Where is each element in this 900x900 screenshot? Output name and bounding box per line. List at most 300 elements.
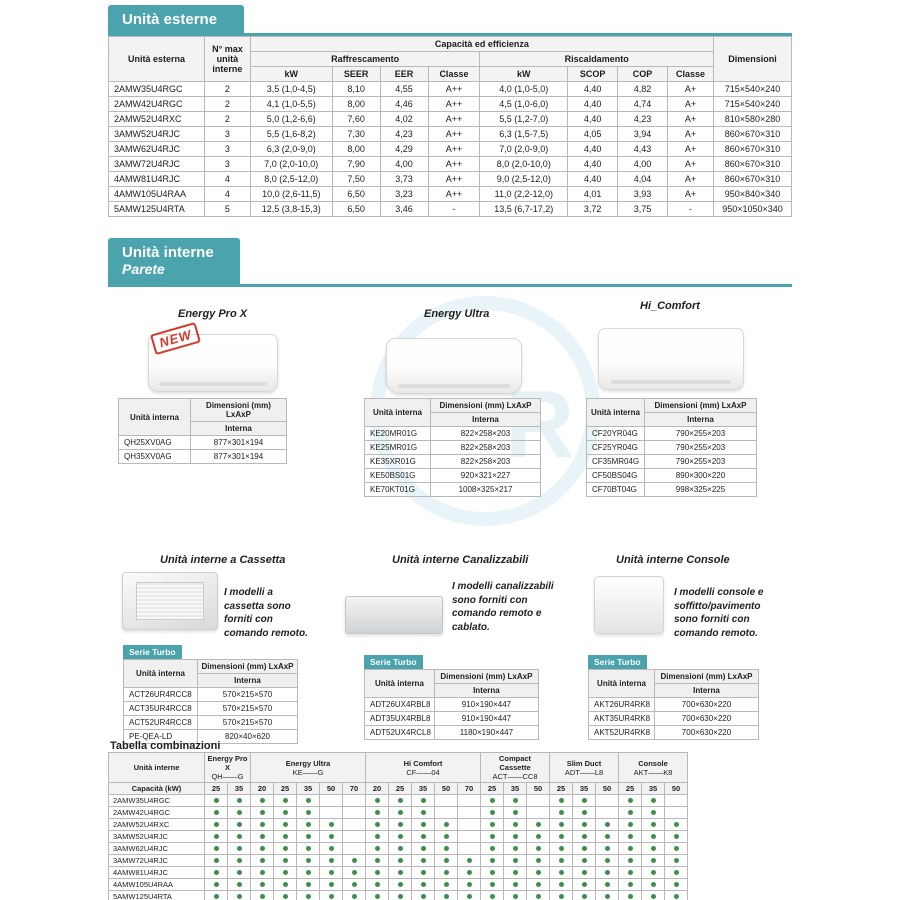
- th-size-4-0: 25: [550, 783, 573, 795]
- compat-dot-icon: [260, 870, 265, 875]
- outdoor-cooling-kw: 4,1 (1,0-5,5): [250, 97, 332, 112]
- table-row: [109, 831, 688, 843]
- compat-dot-icon: [306, 822, 311, 827]
- combo-cell: [297, 879, 320, 891]
- combo-cell: [504, 879, 527, 891]
- outdoor-cop: 4,00: [618, 157, 668, 172]
- compat-dot-icon: [329, 834, 334, 839]
- outdoor-heating-kw: 4,0 (1,0-5,0): [480, 82, 568, 97]
- outdoor-unit: 5AMW125U4RTA: [109, 202, 205, 217]
- th-size-0-0: 25: [205, 783, 228, 795]
- outdoor-heating-kw: 11,0 (2,2-12,0): [480, 187, 568, 202]
- combo-cell: [619, 867, 642, 879]
- th-size-5-1: 35: [642, 783, 665, 795]
- th-group-1: Energy Ultra KE——G: [251, 753, 366, 783]
- table-row: [587, 455, 757, 469]
- combo-cell: [642, 795, 665, 807]
- combo-cell: [274, 807, 297, 819]
- th-dimensions: Dimensioni (mm) LxAxP: [198, 660, 298, 674]
- table-row: [109, 807, 688, 819]
- combo-cell: [228, 867, 251, 879]
- table-row: [109, 97, 792, 112]
- compat-dot-icon: [582, 810, 587, 815]
- unit-code: CF70BT04G: [587, 483, 645, 497]
- combo-cell: [527, 807, 550, 819]
- table-row: [589, 726, 759, 740]
- combo-cell: [619, 879, 642, 891]
- combo-cell: [297, 795, 320, 807]
- combo-cell: [274, 855, 297, 867]
- combo-cell: [366, 795, 389, 807]
- combo-cell: [228, 795, 251, 807]
- th-outdoor-cooling: Raffrescamento: [250, 52, 480, 67]
- compat-dot-icon: [559, 882, 564, 887]
- outdoor-dimensions: 860×670×310: [713, 157, 791, 172]
- compat-dot-icon: [536, 858, 541, 863]
- th-dimensions-sub: Interna: [431, 413, 541, 427]
- th-size-2-0: 20: [366, 783, 389, 795]
- compat-dot-icon: [651, 798, 656, 803]
- compat-dot-icon: [283, 798, 288, 803]
- combo-cell: [366, 807, 389, 819]
- unit-code: QH35XV0AG: [119, 450, 191, 464]
- th-outdoor-heating: Riscaldamento: [480, 52, 714, 67]
- compat-dot-icon: [513, 858, 518, 863]
- combo-cell: [412, 831, 435, 843]
- combo-cell: [251, 795, 274, 807]
- outdoor-seer: 7,60: [332, 112, 380, 127]
- combo-cell: [481, 855, 504, 867]
- th-unit: Unità interna: [589, 670, 655, 698]
- combo-cell: [251, 843, 274, 855]
- combo-unit-label: 3AMW52U4RJC: [109, 831, 205, 843]
- compat-dot-icon: [582, 882, 587, 887]
- combo-cell: [343, 843, 366, 855]
- unit-dimension: 790×255×203: [645, 455, 757, 469]
- unit-dimension: 998×325×225: [645, 483, 757, 497]
- compat-dot-icon: [283, 822, 288, 827]
- combo-cell: [596, 843, 619, 855]
- table-row: [109, 879, 688, 891]
- unit-dimensions-table: [588, 669, 759, 740]
- compat-dot-icon: [214, 798, 219, 803]
- compat-dot-icon: [628, 894, 633, 899]
- compat-dot-icon: [329, 882, 334, 887]
- outdoor-cooling-class: -: [428, 202, 480, 217]
- compat-dot-icon: [444, 858, 449, 863]
- combo-cell: [596, 831, 619, 843]
- combo-cell: [251, 867, 274, 879]
- compat-dot-icon: [582, 870, 587, 875]
- combo-cell: [389, 831, 412, 843]
- compat-dot-icon: [375, 822, 380, 827]
- outdoor-eer: 4,46: [380, 97, 428, 112]
- combo-cell: [642, 891, 665, 900]
- compat-dot-icon: [352, 870, 357, 875]
- outdoor-nmax: 2: [204, 112, 250, 127]
- outdoor-scop: 4,40: [568, 172, 618, 187]
- outdoor-nmax: 3: [204, 157, 250, 172]
- compat-dot-icon: [214, 870, 219, 875]
- combo-cell: [205, 891, 228, 900]
- compat-dot-icon: [559, 834, 564, 839]
- unit-dimension: 790×255×203: [645, 427, 757, 441]
- combo-unit-label: 2AMW42U4RGC: [109, 807, 205, 819]
- combo-cell: [504, 855, 527, 867]
- table-duct: [364, 669, 539, 740]
- combo-cell: [320, 879, 343, 891]
- compat-dot-icon: [513, 822, 518, 827]
- compat-dot-icon: [490, 870, 495, 875]
- combo-cell: [642, 879, 665, 891]
- table-row: [109, 202, 792, 217]
- outdoor-dimensions: 860×670×310: [713, 127, 791, 142]
- combo-cell: [251, 807, 274, 819]
- outdoor-heating-class: A+: [668, 157, 714, 172]
- outdoor-seer: 6,50: [332, 202, 380, 217]
- compat-dot-icon: [559, 822, 564, 827]
- combo-cell: [573, 867, 596, 879]
- compat-dot-icon: [674, 882, 679, 887]
- outdoor-eer: 3,46: [380, 202, 428, 217]
- compat-dot-icon: [605, 822, 610, 827]
- combo-cell: [343, 819, 366, 831]
- compat-dot-icon: [306, 834, 311, 839]
- combo-cell: [596, 867, 619, 879]
- outdoor-heating-class: A+: [668, 187, 714, 202]
- combo-cell: [619, 807, 642, 819]
- combo-cell: [435, 843, 458, 855]
- table-row: [365, 441, 541, 455]
- th-dimensions-sub: Interna: [434, 684, 538, 698]
- outdoor-scop: 4,40: [568, 142, 618, 157]
- combo-cell: [435, 855, 458, 867]
- combo-cell: [228, 879, 251, 891]
- outdoor-seer: 6,50: [332, 187, 380, 202]
- th-dimensions: Dimensioni (mm) LxAxP: [655, 670, 759, 684]
- compat-dot-icon: [582, 858, 587, 863]
- th-size-5-2: 50: [665, 783, 688, 795]
- combo-cell: [297, 867, 320, 879]
- combo-cell: [573, 891, 596, 900]
- unit-dimensions-table: [364, 398, 541, 497]
- compat-dot-icon: [513, 846, 518, 851]
- compat-dot-icon: [214, 858, 219, 863]
- outdoor-seer: 7,30: [332, 127, 380, 142]
- compat-dot-icon: [628, 858, 633, 863]
- combo-cell: [619, 843, 642, 855]
- th-combo-unit: Unità interne: [109, 753, 205, 783]
- compat-dot-icon: [513, 834, 518, 839]
- compat-dot-icon: [375, 834, 380, 839]
- outdoor-cooling-class: A++: [428, 97, 480, 112]
- compat-dot-icon: [260, 846, 265, 851]
- compat-dot-icon: [490, 858, 495, 863]
- combo-cell: [458, 795, 481, 807]
- combo-cell: [412, 891, 435, 900]
- panel-title-cassette: Unità interne a Cassetta: [160, 554, 286, 566]
- outdoor-eer: 4,55: [380, 82, 428, 97]
- outdoor-heating-kw: 9,0 (2,5-12,0): [480, 172, 568, 187]
- combo-cell: [297, 843, 320, 855]
- compat-dot-icon: [467, 882, 472, 887]
- unit-dimension: 700×630×220: [655, 698, 759, 712]
- outdoor-cop: 4,82: [618, 82, 668, 97]
- combo-cell: [366, 891, 389, 900]
- combo-cell: [389, 891, 412, 900]
- compat-dot-icon: [651, 870, 656, 875]
- outdoor-nmax: 3: [204, 142, 250, 157]
- compat-dot-icon: [628, 798, 633, 803]
- note-cassette: I modelli a cassetta sono forniti con comando remoto.: [224, 587, 308, 639]
- th-heating-class: Classe: [668, 67, 714, 82]
- combo-cell: [228, 819, 251, 831]
- th-unit: Unità interna: [587, 399, 645, 427]
- outdoor-scop: 4,40: [568, 157, 618, 172]
- combo-cell: [458, 819, 481, 831]
- unit-dimension: 790×255×203: [645, 441, 757, 455]
- panel-title-energy-pro-x: Energy Pro X: [178, 308, 248, 320]
- compat-dot-icon: [398, 894, 403, 899]
- outdoor-unit: 2AMW52U4RXC: [109, 112, 205, 127]
- th-dimensions-sub: Interna: [198, 674, 298, 688]
- compat-dot-icon: [398, 834, 403, 839]
- compat-dot-icon: [536, 822, 541, 827]
- combo-cell: [504, 819, 527, 831]
- compat-dot-icon: [421, 798, 426, 803]
- compat-dot-icon: [375, 858, 380, 863]
- note-duct: I modelli canalizzabili sono forniti con comando remoto e cablato.: [452, 581, 554, 633]
- combo-cell: [205, 879, 228, 891]
- combo-cell: [550, 795, 573, 807]
- unit-code: ACT52UR4RCC8: [124, 716, 198, 730]
- outdoor-cop: 4,74: [618, 97, 668, 112]
- combo-cell: [274, 831, 297, 843]
- unit-dimension: 1008×325×217: [431, 483, 541, 497]
- combo-cell: [596, 855, 619, 867]
- compat-dot-icon: [237, 822, 242, 827]
- combo-cell: [619, 831, 642, 843]
- outdoor-heating-class: A+: [668, 97, 714, 112]
- compat-dot-icon: [444, 846, 449, 851]
- table-row: [365, 427, 541, 441]
- outdoor-heating-class: A+: [668, 142, 714, 157]
- compat-dot-icon: [352, 894, 357, 899]
- th-group-4: Slim Duct ADT——L8: [550, 753, 619, 783]
- outdoor-unit: 4AMW81U4RJC: [109, 172, 205, 187]
- outdoor-seer: 8,00: [332, 97, 380, 112]
- compat-dot-icon: [628, 870, 633, 875]
- compat-dot-icon: [651, 834, 656, 839]
- compat-dot-icon: [651, 882, 656, 887]
- th-size-5-0: 25: [619, 783, 642, 795]
- unit-dimensions-table: [586, 398, 757, 497]
- combo-cell: [527, 819, 550, 831]
- outdoor-dimensions: 860×670×310: [713, 172, 791, 187]
- table-row: [109, 187, 792, 202]
- combo-unit-label: 2AMW52U4RXC: [109, 819, 205, 831]
- combo-cell: [481, 867, 504, 879]
- combo-cell: [573, 819, 596, 831]
- compat-dot-icon: [398, 870, 403, 875]
- compat-dot-icon: [444, 822, 449, 827]
- combo-cell: [573, 831, 596, 843]
- compat-dot-icon: [674, 834, 679, 839]
- compat-dot-icon: [559, 846, 564, 851]
- outdoor-scop: 3,72: [568, 202, 618, 217]
- combo-cell: [205, 867, 228, 879]
- combo-cell: [550, 831, 573, 843]
- th-size-2-1: 25: [389, 783, 412, 795]
- compat-dot-icon: [536, 846, 541, 851]
- panel-title-console: Unità interne Console: [616, 554, 730, 566]
- unit-dimension: 570×215×570: [198, 688, 298, 702]
- combo-cell: [504, 867, 527, 879]
- combo-cell: [481, 879, 504, 891]
- compat-dot-icon: [329, 822, 334, 827]
- combo-cell: [343, 867, 366, 879]
- compat-dot-icon: [237, 882, 242, 887]
- new-badge: NEW: [150, 322, 201, 355]
- combo-cell: [665, 843, 688, 855]
- combo-cell: [389, 867, 412, 879]
- compat-dot-icon: [306, 858, 311, 863]
- compat-dot-icon: [329, 858, 334, 863]
- combo-cell: [297, 831, 320, 843]
- outdoor-cop: 4,23: [618, 112, 668, 127]
- outdoor-heating-class: A+: [668, 127, 714, 142]
- compat-dot-icon: [513, 894, 518, 899]
- combo-cell: [504, 831, 527, 843]
- compat-dot-icon: [559, 810, 564, 815]
- outdoor-nmax: 4: [204, 187, 250, 202]
- compat-dot-icon: [421, 846, 426, 851]
- outdoor-heating-kw: 6,3 (1,5-7,5): [480, 127, 568, 142]
- compat-dot-icon: [490, 834, 495, 839]
- combo-unit-label: 5AMW125U4RTA: [109, 891, 205, 900]
- compat-dot-icon: [605, 882, 610, 887]
- compat-dot-icon: [582, 798, 587, 803]
- combo-cell: [596, 807, 619, 819]
- compat-dot-icon: [283, 858, 288, 863]
- outdoor-units-table: [108, 36, 792, 217]
- outdoor-eer: 4,23: [380, 127, 428, 142]
- table-row: [109, 142, 792, 157]
- combo-cell: [481, 819, 504, 831]
- outdoor-cooling-class: A++: [428, 112, 480, 127]
- combo-cell: [343, 795, 366, 807]
- th-dimensions-sub: Interna: [655, 684, 759, 698]
- outdoor-dimensions: 950×1050×340: [713, 202, 791, 217]
- combo-cell: [320, 807, 343, 819]
- combinations-table: [108, 752, 688, 900]
- combo-cell: [205, 795, 228, 807]
- combo-unit-label: 3AMW62U4RJC: [109, 843, 205, 855]
- combo-cell: [573, 807, 596, 819]
- compat-dot-icon: [674, 822, 679, 827]
- compat-dot-icon: [559, 858, 564, 863]
- combo-cell: [642, 831, 665, 843]
- unit-dimension: 822×258×203: [431, 455, 541, 469]
- unit-code: ADT35UX4RBL8: [365, 712, 435, 726]
- compat-dot-icon: [375, 882, 380, 887]
- th-outdoor-nmax: N° max unità interne: [204, 37, 250, 82]
- combo-cell: [527, 855, 550, 867]
- compat-dot-icon: [237, 810, 242, 815]
- table-row: [119, 450, 287, 464]
- th-size-4-1: 35: [573, 783, 596, 795]
- th-group-3: Compact Cassette ACT——CC8: [481, 753, 550, 783]
- th-size-1-1: 25: [274, 783, 297, 795]
- compat-dot-icon: [214, 894, 219, 899]
- outdoor-cop: 3,75: [618, 202, 668, 217]
- compat-dot-icon: [628, 810, 633, 815]
- th-group-2: Hi Comfort CF——04: [366, 753, 481, 783]
- combo-cell: [665, 855, 688, 867]
- compat-dot-icon: [444, 882, 449, 887]
- compat-dot-icon: [214, 834, 219, 839]
- compat-dot-icon: [490, 822, 495, 827]
- combo-cell: [274, 891, 297, 900]
- outdoor-cooling-class: A++: [428, 172, 480, 187]
- th-unit: Unità interna: [365, 670, 435, 698]
- compat-dot-icon: [513, 870, 518, 875]
- unit-code: CF20YR04G: [587, 427, 645, 441]
- compat-dot-icon: [421, 870, 426, 875]
- unit-code: QH25XV0AG: [119, 436, 191, 450]
- combo-cell: [297, 807, 320, 819]
- th-size-1-2: 35: [297, 783, 320, 795]
- combo-cell: [251, 855, 274, 867]
- compat-dot-icon: [214, 846, 219, 851]
- compat-dot-icon: [651, 894, 656, 899]
- unit-code: CF50BS04G: [587, 469, 645, 483]
- compat-dot-icon: [536, 834, 541, 839]
- th-dimensions: Dimensioni (mm) LxAxP: [434, 670, 538, 684]
- combo-cell: [619, 819, 642, 831]
- combo-cell: [458, 807, 481, 819]
- combo-cell: [320, 867, 343, 879]
- outdoor-cooling-kw: 8,0 (2,5-12,0): [250, 172, 332, 187]
- outdoor-cop: 3,94: [618, 127, 668, 142]
- th-size-1-3: 50: [320, 783, 343, 795]
- compat-dot-icon: [237, 858, 242, 863]
- combo-cell: [550, 855, 573, 867]
- combo-cell: [550, 843, 573, 855]
- combo-cell: [389, 855, 412, 867]
- combo-cell: [251, 819, 274, 831]
- outdoor-eer: 4,02: [380, 112, 428, 127]
- outdoor-heating-kw: 8,0 (2,0-10,0): [480, 157, 568, 172]
- compat-dot-icon: [536, 870, 541, 875]
- compat-dot-icon: [605, 870, 610, 875]
- th-eer: EER: [380, 67, 428, 82]
- compat-dot-icon: [582, 894, 587, 899]
- combo-cell: [573, 879, 596, 891]
- table-row: [365, 455, 541, 469]
- outdoor-cooling-class: A++: [428, 127, 480, 142]
- combo-cell: [481, 795, 504, 807]
- outdoor-unit: 3AMW62U4RJC: [109, 142, 205, 157]
- outdoor-dimensions: 715×540×240: [713, 82, 791, 97]
- compat-dot-icon: [352, 882, 357, 887]
- combo-cell: [435, 867, 458, 879]
- table-hi-comfort: [586, 398, 757, 497]
- combo-cell: [274, 879, 297, 891]
- compat-dot-icon: [283, 882, 288, 887]
- th-size-2-4: 70: [458, 783, 481, 795]
- th-outdoor-dimensions: Dimensioni: [713, 37, 791, 82]
